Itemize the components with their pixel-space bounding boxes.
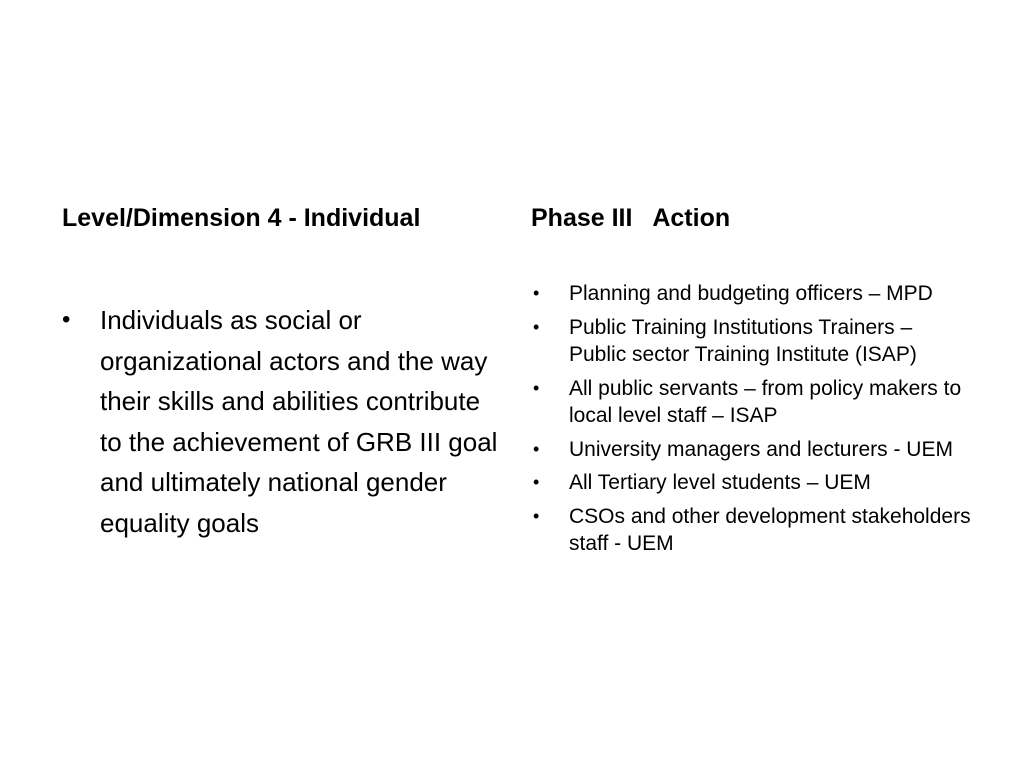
list-item (531, 469, 971, 497)
right-heading: Phase III Action (531, 204, 731, 232)
bullet-icon: • (533, 438, 540, 459)
bullet-icon: • (533, 316, 540, 337)
bullet-icon: • (533, 377, 540, 398)
list-item-text: University managers and lecturers - UEM (569, 437, 953, 461)
right-bullet-list (531, 280, 971, 564)
left-heading: Level/Dimension 4 - Individual (62, 204, 421, 232)
bullet-icon: • (533, 283, 540, 303)
list-item (531, 503, 971, 558)
list-item-text: Planning and budgeting officers – MPD (569, 282, 933, 305)
bullet-icon: • (62, 306, 71, 333)
list-item (62, 300, 502, 543)
bullet-icon: • (533, 505, 540, 526)
list-item-text: Public Training Institutions Trainers – Public sector Training Institute (ISAP) (569, 315, 917, 366)
left-column (62, 200, 502, 538)
list-item-text: Individuals as social or organizational actors and the way their skills and abilities contribute to the achievement of GRB III goal and ultimately national gender equality goals (100, 305, 498, 538)
list-item-text: CSOs and other development stakeholders staff - UEM (569, 504, 971, 555)
list-item-text: All public servants – from policy makers to local level staff – ISAP (569, 376, 962, 427)
list-item (531, 375, 971, 430)
right-column (531, 200, 971, 555)
list-item (531, 436, 971, 464)
list-item (531, 280, 971, 308)
list-item-text: All Tertiary level students – UEM (569, 471, 871, 494)
left-bullet-list (62, 300, 502, 543)
list-item (531, 314, 971, 369)
bullet-icon: • (533, 472, 540, 492)
